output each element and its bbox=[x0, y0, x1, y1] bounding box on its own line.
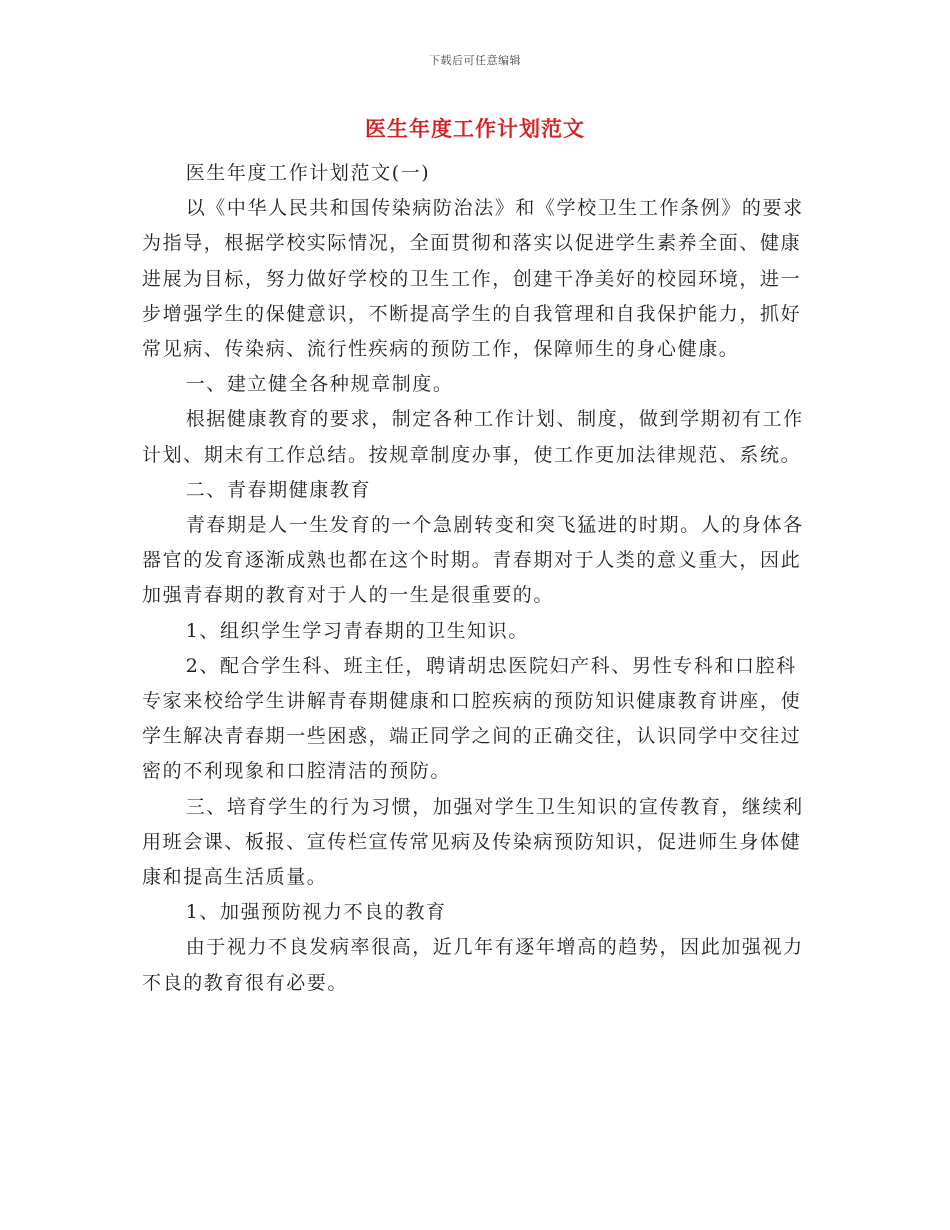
section-2-item-1: 1、组织学生学习青春期的卫生知识。 bbox=[185, 619, 529, 642]
subtitle-paragraph: 医生年度工作计划范文(一) bbox=[185, 162, 431, 184]
section-heading-2: 二、青春期健康教育 bbox=[185, 478, 372, 501]
document-body bbox=[142, 156, 810, 1001]
section-heading-3: 三、培育学生的行为习惯，加强对学生卫生知识的宣传教育，继续利用班会课、板报、宣传栏宣传常见病及传染病预防知识，促进师生身体健康和提高生活质量。 bbox=[142, 795, 804, 889]
page-header-note: 下载后可任意编辑 bbox=[429, 54, 521, 67]
section-2-item-2: 2、配合学生科、班主任，聘请胡忠医院妇产科、男性专科和口腔科专家来校给学生讲解青春期健康和口腔疾病的预防知识健康教育讲座，使学生解决青春期一些困惑，端正同学之间的正确交往，认识同学中交往过密的不利现象和口腔清洁的预防。 bbox=[142, 654, 802, 783]
document-title: 医生年度工作计划范文 bbox=[365, 116, 585, 141]
section-heading-1: 一、建立健全各种规章制度。 bbox=[185, 373, 454, 396]
intro-paragraph: 以《中华人民共和国传染病防治法》和《学校卫生工作条例》的要求为指导，根据学校实际情况，全面贯彻和落实以促进学生素养全面、健康进展为目标，努力做好学校的卫生工作，创建干净美好的校园环境，进一步增强学生的保健意识，不断提高学生的自我管理和自我保护能力，抓好常见病、传染病、流行性疾病的预防工作，保障师生的身心健康。 bbox=[142, 197, 804, 361]
section-3-item-1: 1、加强预防视力不良的教育 bbox=[185, 901, 447, 924]
section-3-item-1-paragraph: 由于视力不良发病率很高，近几年有逐年增高的趋势，因此加强视力不良的教育很有必要。 bbox=[142, 936, 804, 994]
section-2-paragraph: 青春期是人一生发育的一个急剧转变和突飞猛进的时期。人的身体各器官的发育逐渐成熟也都在这个时期。青春期对于人类的意义重大，因此加强青春期的教育对于人的一生是很重要的。 bbox=[142, 514, 804, 607]
section-1-paragraph: 根据健康教育的要求，制定各种工作计划、制度，做到学期初有工作计划、期末有工作总结。按规章制度办事，使工作更加法律规范、系统。 bbox=[142, 408, 804, 466]
